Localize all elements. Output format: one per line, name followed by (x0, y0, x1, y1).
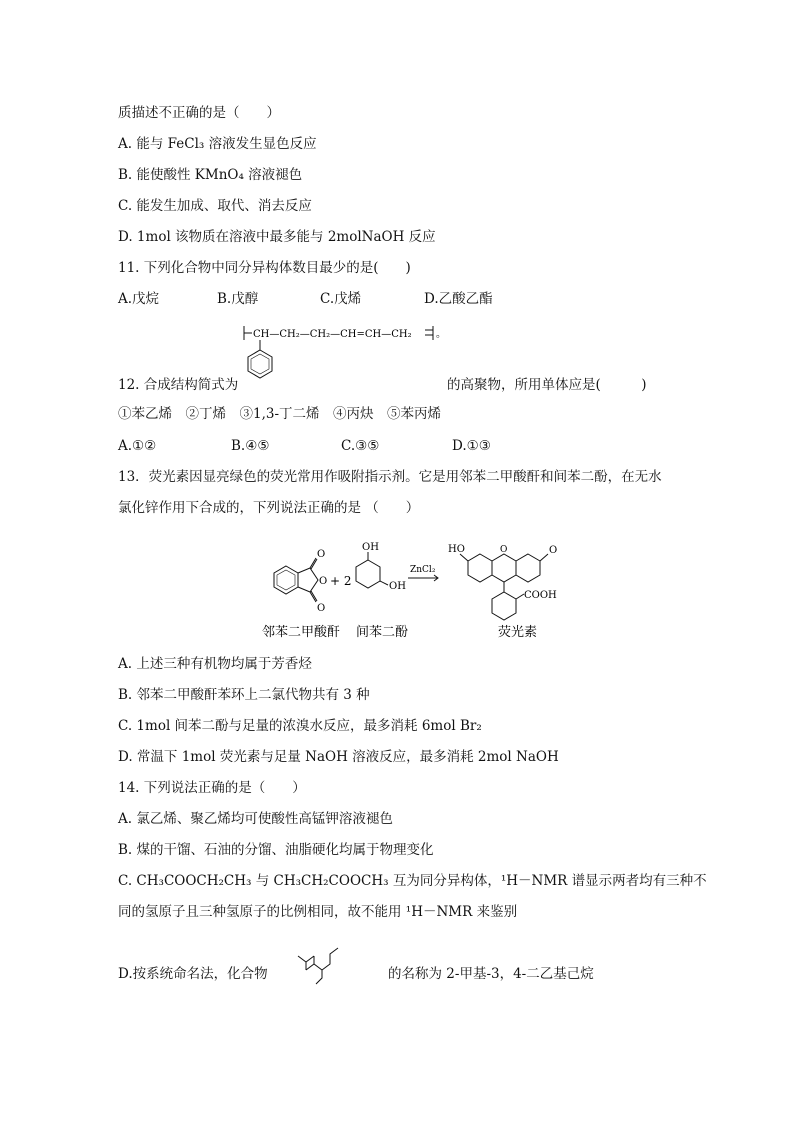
label-resorcinol: 间苯二酚 (356, 625, 409, 640)
q10-option-d: D. 1mol 该物质在溶液中最多能与 2molNaOH 反应 (118, 229, 436, 245)
q12-stem-right: 的高聚物，所用单体应是( ) (447, 377, 647, 393)
skeletal-formula (296, 938, 356, 988)
q10-option-a: A. 能与 FeCl₃ 溶液发生显色反应 (118, 136, 317, 152)
polymer-chain-text: CH—CH₂—CH₂—CH=CH—CH₂ (253, 329, 412, 340)
q13-option-d: D. 常温下 1mol 荧光素与足量 NaOH 溶液反应，最多消耗 2mol NaOH (118, 749, 559, 765)
svg-text:O: O (319, 576, 328, 587)
svg-text:O: O (317, 549, 326, 560)
q14-option-d-left: D.按系统命名法，化合物 (118, 966, 268, 982)
q14-option-d-right: 的名称为 2-甲基-3，4-二乙基己烷 (388, 966, 594, 982)
q12-stem-left: 12. 合成结构简式为 (118, 377, 239, 393)
fluorescein-synthesis-figure (262, 538, 582, 642)
svg-text:ZnCl₂: ZnCl₂ (410, 565, 436, 575)
q13-stem-line1: 13．荧光素因显亮绿色的荧光常用作吸附指示剂。它是用邻苯二甲酸酐和间苯二酚，在无水 (118, 469, 662, 485)
svg-text:O: O (500, 545, 508, 555)
svg-text:。: 。 (436, 329, 446, 340)
q12-option-a: A.①② (118, 438, 157, 454)
q10-stem-tail: 质描述不正确的是（ ） (118, 105, 280, 121)
q11-option-b: B.戊醇 (217, 291, 259, 307)
polymer-structure (240, 318, 480, 384)
q13-stem-line2: 氯化锌作用下合成的，下列说法正确的是 （ ） (118, 500, 420, 516)
svg-text:+ 2: + 2 (330, 574, 352, 588)
q14-option-a: A. 氯乙烯、聚乙烯均可使酸性高锰钾溶液褪色 (118, 811, 393, 827)
q11-option-c: C.戊烯 (320, 291, 362, 307)
q13-option-a: A. 上述三种有机物均属于芳香烃 (118, 656, 312, 672)
label-product: 荧光素 (498, 625, 538, 640)
q11-stem: 11. 下列化合物中同分异构体数目最少的是( ) (118, 260, 411, 276)
q10-option-b: B. 能使酸性 KMnO₄ 溶液褪色 (118, 167, 303, 183)
svg-text:COOH: COOH (524, 590, 557, 601)
q14-option-c-line2: 同的氢原子且三种氢原子的比例相同，故不能用 ¹H－NMR 来鉴别 (118, 904, 518, 920)
svg-text:HO: HO (448, 544, 465, 555)
label-anhydride: 邻苯二甲酸酐 (262, 625, 341, 640)
svg-text:OH: OH (389, 581, 406, 592)
q10-option-c: C. 能发生加成、取代、消去反应 (118, 198, 312, 214)
q12-option-b: B.④⑤ (231, 438, 270, 454)
q13-option-c: C. 1mol 间苯二酚与足量的浓溴水反应，最多消耗 6mol Br₂ (118, 718, 482, 734)
q11-option-d: D.乙酸乙酯 (424, 291, 493, 307)
q14-option-b: B. 煤的干馏、石油的分馏、油脂硬化均属于物理变化 (118, 842, 434, 858)
svg-text:O: O (317, 603, 326, 614)
svg-text:O: O (549, 545, 558, 556)
q14-stem: 14. 下列说法正确的是（ ） (118, 780, 306, 796)
q14-option-c-line1: C. CH₃COOCH₂CH₃ 与 CH₃CH₂COOCH₃ 互为同分异构体，¹H－NMR 谱显示两者均有三种不 (118, 873, 707, 889)
q11-option-a: A.戊烷 (118, 291, 160, 307)
q12-option-c: C.③⑤ (341, 438, 380, 454)
q13-option-b: B. 邻苯二甲酸酐苯环上二氯代物共有 3 种 (118, 687, 370, 703)
q12-option-d: D.①③ (452, 438, 491, 454)
q12-monomers: ①苯乙烯 ②丁烯 ③1,3-丁二烯 ④丙炔 ⑤苯丙烯 (118, 406, 442, 422)
svg-text:OH: OH (362, 542, 379, 553)
